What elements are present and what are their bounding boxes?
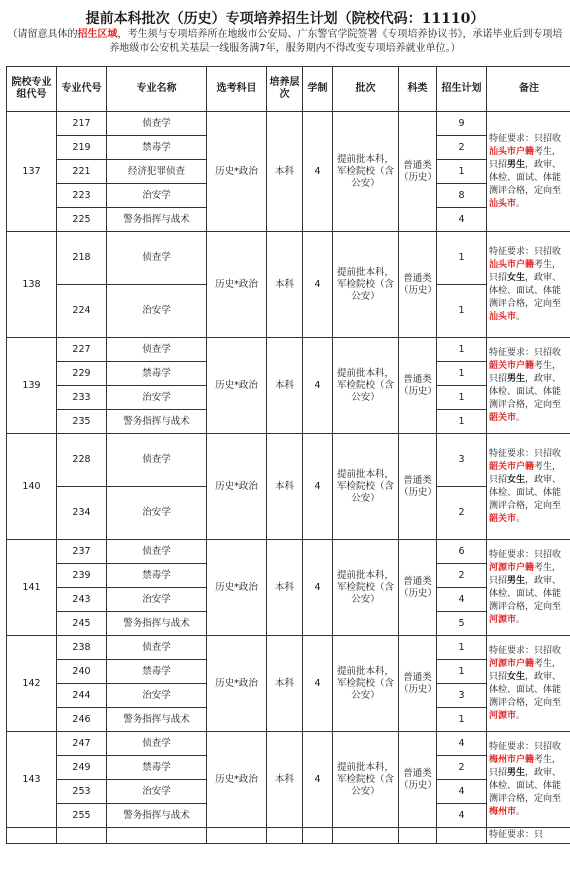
empty-cell: [437, 828, 487, 844]
remark-cell: [487, 338, 570, 434]
remark-highlight: 梅州市: [489, 806, 517, 817]
plan-count-cell: 4: [437, 588, 487, 612]
remark-cell: [487, 232, 570, 338]
major-name-cell: 侦查学: [107, 732, 207, 756]
plan-count-cell: 1: [437, 386, 487, 410]
header-major-code: 专业代号: [57, 67, 107, 112]
remark-highlight: 韶关市: [489, 513, 517, 524]
major-name-cell: 警务指挥与战术: [107, 804, 207, 828]
remark-text: 考生，只招: [489, 360, 562, 384]
years-cell: 4: [303, 232, 333, 338]
remark-highlight: 河源市: [489, 614, 517, 625]
remark-cell: [487, 112, 570, 232]
type-cell: 普通类（历史）: [399, 636, 437, 732]
major-code-cell: 249: [57, 756, 107, 780]
remark-text: 特征要求：只招收: [489, 448, 562, 459]
major-code-cell: 239: [57, 564, 107, 588]
major-name-cell: 治安学: [107, 184, 207, 208]
note-prefix: （请留意具体的: [7, 29, 78, 40]
remark-text: 特征要求：只招收: [489, 741, 562, 752]
remark-highlight: 男生: [507, 373, 526, 384]
remark-highlight: 汕头市户籍: [489, 259, 535, 270]
major-name-cell: 侦查学: [107, 434, 207, 487]
major-name-cell: 治安学: [107, 588, 207, 612]
remark-text: ，政审、体检、面试、体能测评合格，定向至: [489, 575, 562, 612]
years-cell: 4: [303, 338, 333, 434]
remark-text: 。: [516, 710, 526, 721]
major-name-cell: 治安学: [107, 386, 207, 410]
major-code-cell: 233: [57, 386, 107, 410]
level-cell: 本科: [267, 338, 303, 434]
subject-cell: 历史*政治: [207, 112, 267, 232]
remark-highlight: 女生: [507, 671, 526, 682]
major-code-cell: 247: [57, 732, 107, 756]
subject-cell: 历史*政治: [207, 540, 267, 636]
plan-count-cell: 2: [437, 487, 487, 540]
enrollment-table: [6, 66, 570, 844]
major-name-cell: 治安学: [107, 487, 207, 540]
major-code-cell: 229: [57, 362, 107, 386]
remark-text: 特征要求：只招收: [489, 246, 562, 257]
remark-highlight: 韶关市: [489, 412, 517, 423]
remark-text: ，政审、体检、面试、体能测评合格，定向至: [489, 767, 562, 804]
remark-highlight: 汕头市: [489, 198, 517, 209]
major-code-cell: 217: [57, 112, 107, 136]
major-name-cell: 侦查学: [107, 232, 207, 285]
empty-cell: [107, 828, 207, 844]
remark-text: ，政审、体检、面试、体能测评合格，定向至: [489, 272, 562, 309]
empty-cell: [57, 828, 107, 844]
major-name-cell: 禁毒学: [107, 660, 207, 684]
note-highlight: 招生区域: [77, 29, 118, 40]
remark-text: ，政审、体检、面试、体能测评合格，定向至: [489, 474, 562, 511]
type-cell: 普通类（历史）: [399, 540, 437, 636]
header-batch: 批次: [333, 67, 399, 112]
batch-cell: 提前批本科，军检院校（含公安）: [333, 732, 399, 828]
major-name-cell: 警务指挥与战术: [107, 410, 207, 434]
header-years: 学制: [303, 67, 333, 112]
years-cell: 4: [303, 636, 333, 732]
major-code-cell: 240: [57, 660, 107, 684]
header-subjects: 选考科目: [207, 67, 267, 112]
major-code-cell: 246: [57, 708, 107, 732]
page-title: 提前本科批次（历史）专项培养招生计划（院校代码：11110）: [85, 11, 485, 27]
major-name-cell: 治安学: [107, 285, 207, 338]
level-cell: 本科: [267, 732, 303, 828]
subject-cell: 历史*政治: [207, 232, 267, 338]
remark-text: 特征要求：只招收: [489, 133, 562, 144]
major-code-cell: 237: [57, 540, 107, 564]
major-code-cell: 227: [57, 338, 107, 362]
empty-cell: [333, 828, 399, 844]
major-code-cell: 235: [57, 410, 107, 434]
major-code-cell: 218: [57, 232, 107, 285]
remark-highlight: 梅州市户籍: [489, 754, 535, 765]
major-name-cell: 禁毒学: [107, 362, 207, 386]
remark-text: 考生，只招: [489, 146, 562, 170]
years-cell: 4: [303, 434, 333, 540]
plan-count-cell: 4: [437, 732, 487, 756]
type-cell: 普通类（历史）: [399, 434, 437, 540]
header-level: 培养层次: [267, 67, 303, 112]
plan-count-cell: 1: [437, 410, 487, 434]
plan-count-cell: 3: [437, 434, 487, 487]
remark-text: ，政审、体检、面试、体能测评合格，定向至: [489, 671, 562, 708]
major-name-cell: 治安学: [107, 780, 207, 804]
remark-cell: [487, 540, 570, 636]
plan-count-cell: 4: [437, 780, 487, 804]
plan-count-cell: 1: [437, 362, 487, 386]
plan-count-cell: 1: [437, 708, 487, 732]
plan-count-cell: 4: [437, 208, 487, 232]
remark-highlight: 女生: [507, 272, 526, 283]
major-code-cell: 224: [57, 285, 107, 338]
plan-count-cell: 9: [437, 112, 487, 136]
empty-cell: [207, 828, 267, 844]
major-code-cell: 221: [57, 160, 107, 184]
major-code-cell: 219: [57, 136, 107, 160]
major-code-cell: 245: [57, 612, 107, 636]
plan-count-cell: 1: [437, 160, 487, 184]
batch-cell: 提前批本科，军检院校（含公安）: [333, 434, 399, 540]
plan-count-cell: 2: [437, 756, 487, 780]
major-name-cell: 经济犯罪侦查: [107, 160, 207, 184]
remark-text: 。: [516, 614, 526, 625]
years-cell: 4: [303, 732, 333, 828]
batch-cell: 提前批本科，军检院校（含公安）: [333, 338, 399, 434]
remark-cell: [487, 732, 570, 828]
header-major-name: 专业名称: [107, 67, 207, 112]
plan-count-cell: 1: [437, 660, 487, 684]
years-cell: 4: [303, 540, 333, 636]
header-remark: 备注: [487, 67, 570, 112]
empty-cell: [7, 828, 57, 844]
subject-cell: 历史*政治: [207, 732, 267, 828]
major-code-cell: 243: [57, 588, 107, 612]
plan-count-cell: 4: [437, 804, 487, 828]
remark-highlight: 男生: [507, 575, 526, 586]
header-plan: 招生计划: [437, 67, 487, 112]
remark-text: 。: [516, 412, 526, 423]
group-code-cell: 140: [7, 434, 57, 540]
group-code-cell: 138: [7, 232, 57, 338]
group-code-cell: 143: [7, 732, 57, 828]
header-type: 科类: [399, 67, 437, 112]
major-code-cell: 255: [57, 804, 107, 828]
type-cell: 普通类（历史）: [399, 232, 437, 338]
subject-cell: 历史*政治: [207, 434, 267, 540]
empty-cell: [267, 828, 303, 844]
plan-count-cell: 3: [437, 684, 487, 708]
major-name-cell: 侦查学: [107, 112, 207, 136]
subject-cell: 历史*政治: [207, 338, 267, 434]
group-code-cell: 141: [7, 540, 57, 636]
table-row: [7, 434, 570, 487]
remark-text: 。: [516, 198, 526, 209]
remark-text: 特征要求：只招收: [489, 347, 562, 358]
years-cell: 4: [303, 112, 333, 232]
plan-count-cell: 6: [437, 540, 487, 564]
type-cell: 普通类（历史）: [399, 732, 437, 828]
empty-cell: [399, 828, 437, 844]
major-name-cell: 警务指挥与战术: [107, 708, 207, 732]
subject-cell: 历史*政治: [207, 636, 267, 732]
remark-highlight: 女生: [507, 474, 526, 485]
instruction-note: [6, 28, 564, 56]
remark-highlight: 韶关市户籍: [489, 461, 535, 472]
remark-highlight: 汕头市户籍: [489, 146, 535, 157]
level-cell: 本科: [267, 112, 303, 232]
remark-text: 特征要求：只招收: [489, 549, 562, 560]
major-name-cell: 禁毒学: [107, 136, 207, 160]
remark-highlight: 河源市户籍: [489, 658, 535, 669]
remark-cell: [487, 636, 570, 732]
remark-text: 。: [516, 513, 526, 524]
header-group-code: 院校专业组代号: [7, 67, 57, 112]
remark-text: 考生，只招: [489, 658, 562, 682]
table-row: [7, 338, 570, 362]
major-name-cell: 治安学: [107, 684, 207, 708]
major-name-cell: 禁毒学: [107, 756, 207, 780]
major-code-cell: 253: [57, 780, 107, 804]
remark-highlight: 汕头市: [489, 311, 517, 322]
remark-highlight: 韶关市户籍: [489, 360, 535, 371]
remark-highlight: 河源市户籍: [489, 562, 535, 573]
remark-highlight: 男生: [507, 159, 526, 170]
level-cell: 本科: [267, 232, 303, 338]
remark-cell: [487, 434, 570, 540]
table-row: [7, 112, 570, 136]
major-name-cell: 侦查学: [107, 338, 207, 362]
major-code-cell: 223: [57, 184, 107, 208]
table-row: [7, 232, 570, 285]
level-cell: 本科: [267, 540, 303, 636]
major-name-cell: 禁毒学: [107, 564, 207, 588]
level-cell: 本科: [267, 434, 303, 540]
plan-count-cell: 2: [437, 564, 487, 588]
major-name-cell: 侦查学: [107, 636, 207, 660]
empty-cell: [303, 828, 333, 844]
plan-count-cell: 1: [437, 285, 487, 338]
major-code-cell: 228: [57, 434, 107, 487]
remark-text: 考生，只招: [489, 259, 562, 283]
remark-text: ，政审、体检、面试、体能测评合格，定向至: [489, 159, 562, 196]
major-name-cell: 侦查学: [107, 540, 207, 564]
plan-count-cell: 8: [437, 184, 487, 208]
plan-count-cell: 1: [437, 636, 487, 660]
table-row: [7, 636, 570, 660]
remark-text: 考生，只招: [489, 754, 562, 778]
plan-count-cell: 2: [437, 136, 487, 160]
table-header-row: [7, 67, 570, 112]
major-name-cell: 警务指挥与战术: [107, 208, 207, 232]
table-row: [7, 732, 570, 756]
remark-highlight: 男生: [507, 767, 526, 778]
major-name-cell: 警务指挥与战术: [107, 612, 207, 636]
remark-cell: 特征要求：只: [487, 828, 570, 844]
group-code-cell: 142: [7, 636, 57, 732]
type-cell: 普通类（历史）: [399, 338, 437, 434]
remark-text: 。: [516, 311, 526, 322]
type-cell: 普通类（历史）: [399, 112, 437, 232]
remark-highlight: 河源市: [489, 710, 517, 721]
remark-text: 。: [516, 806, 526, 817]
batch-cell: 提前批本科，军检院校（含公安）: [333, 112, 399, 232]
major-code-cell: 234: [57, 487, 107, 540]
plan-count-cell: 5: [437, 612, 487, 636]
remark-text: 考生，只招: [489, 461, 562, 485]
remark-text: 特征要求：只招收: [489, 645, 562, 656]
group-code-cell: 139: [7, 338, 57, 434]
table-row: [7, 540, 570, 564]
plan-count-cell: 1: [437, 338, 487, 362]
table-row-partial: [7, 828, 570, 844]
group-code-cell: 137: [7, 112, 57, 232]
major-code-cell: 238: [57, 636, 107, 660]
level-cell: 本科: [267, 636, 303, 732]
batch-cell: 提前批本科，军检院校（含公安）: [333, 232, 399, 338]
remark-text: ，政审、体检、面试、体能测评合格，定向至: [489, 373, 562, 410]
major-code-cell: 225: [57, 208, 107, 232]
batch-cell: 提前批本科，军检院校（含公安）: [333, 540, 399, 636]
major-code-cell: 244: [57, 684, 107, 708]
batch-cell: 提前批本科，军检院校（含公安）: [333, 636, 399, 732]
note-suffix: ，考生须与专项培养所在地级市公安局、广东警官学院签署《专项培养协议书》，承诺毕业后到专项培养地级市公安机关基层一线服务满7年，服务期内不得改变专项培养就业单位。）: [109, 29, 563, 54]
plan-count-cell: 1: [437, 232, 487, 285]
remark-text: 考生，只招: [489, 562, 562, 586]
